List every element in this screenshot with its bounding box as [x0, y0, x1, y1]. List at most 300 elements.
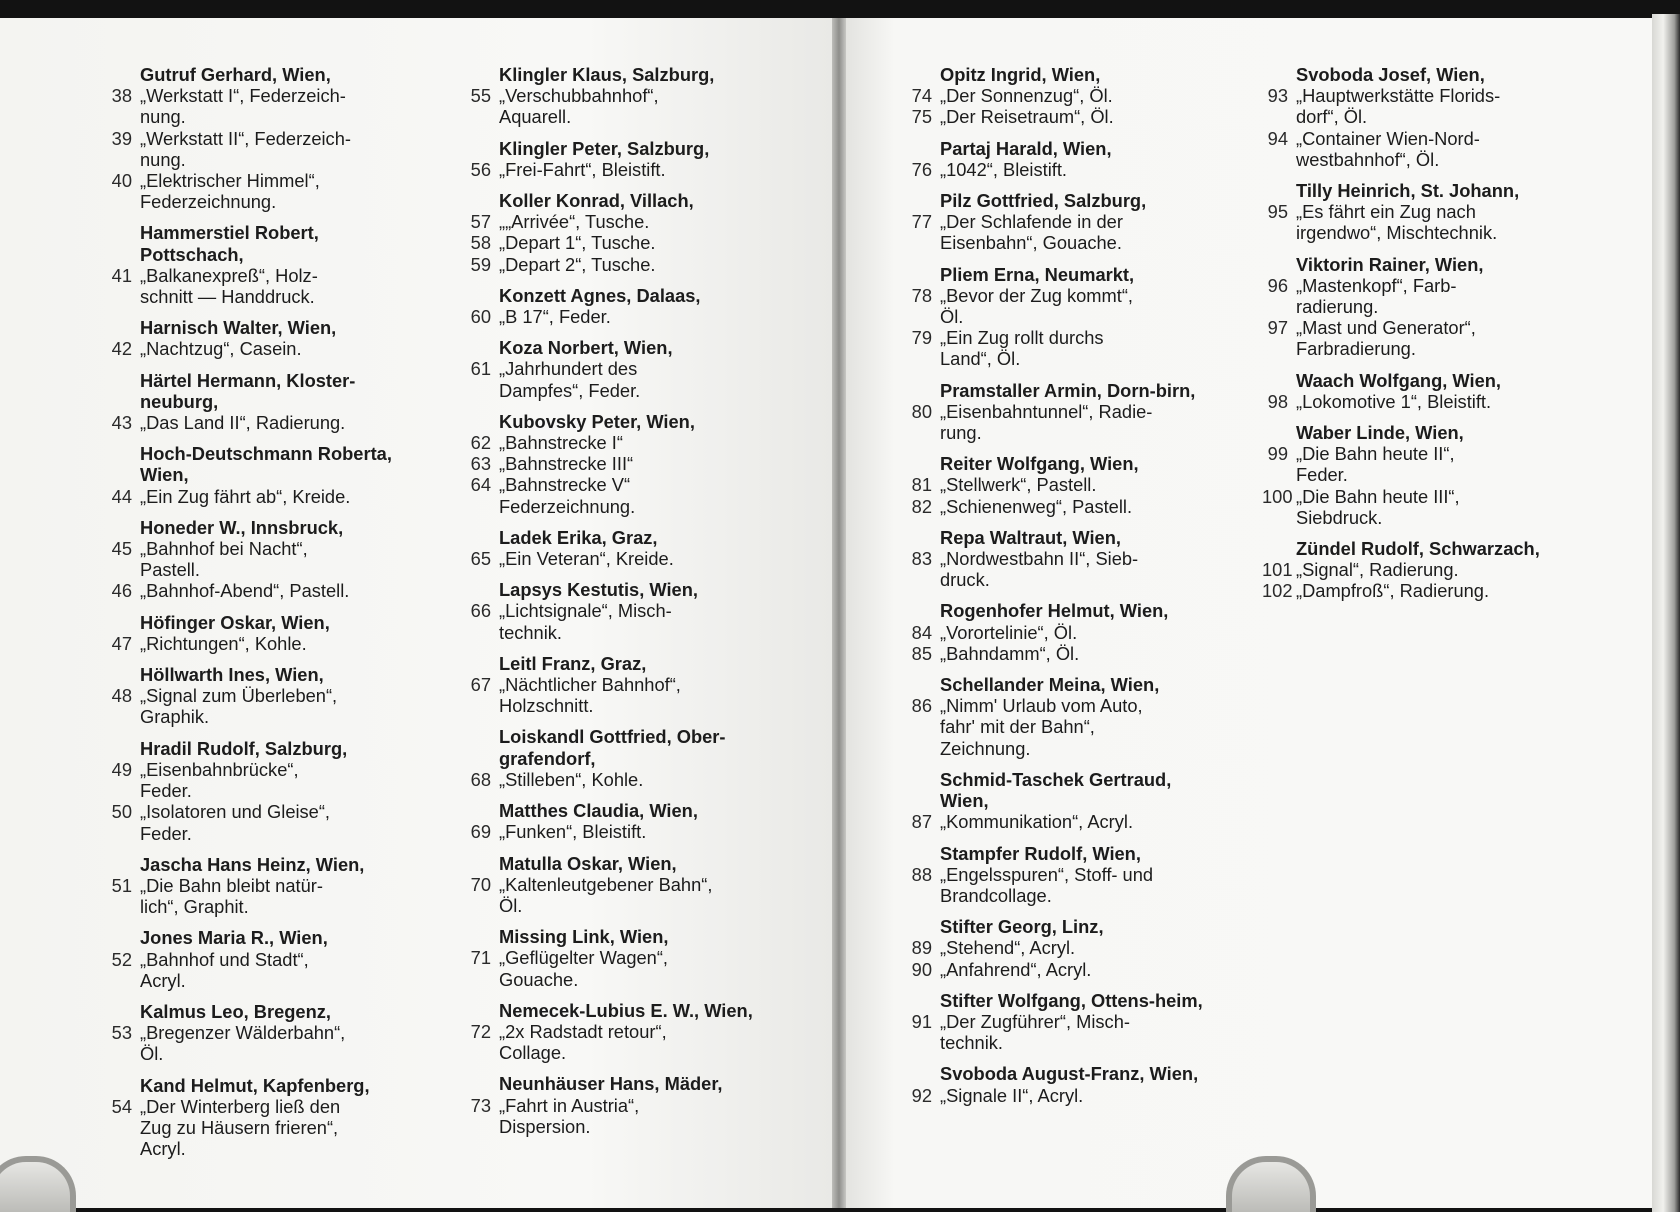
- artist-entry: [906, 190, 1216, 254]
- artwork-line: „Container Wien-Nord-: [1296, 127, 1480, 149]
- catalog-number: 57: [470, 211, 491, 233]
- artwork-line: „Der Zugführer“, Misch-: [940, 1010, 1130, 1032]
- artwork-item: [1262, 486, 1562, 528]
- artist-name: Matthes Claudia, Wien,: [499, 800, 698, 822]
- artwork-title: [940, 1011, 1216, 1053]
- artist-entry: [465, 1073, 765, 1137]
- artist-entry: [106, 517, 406, 602]
- artwork-item: [906, 548, 1216, 590]
- artwork-item: [465, 159, 765, 180]
- artwork-item: [906, 285, 1216, 327]
- artwork-item: [106, 949, 406, 991]
- artwork-line: technik.: [499, 621, 563, 643]
- artwork-line: „Hauptwerkstätte Florids-: [1296, 85, 1501, 107]
- catalog-number: 53: [111, 1022, 132, 1044]
- catalog-number: 91: [911, 1010, 932, 1032]
- artwork-title: [499, 600, 765, 642]
- artwork-item: [465, 600, 765, 642]
- artwork-line: Graphik.: [140, 706, 210, 728]
- artwork-line: „Werkstatt I“, Federzeich-: [140, 85, 346, 107]
- artist-entry: [465, 190, 765, 275]
- artwork-title: [1296, 317, 1562, 359]
- artwork-item: [906, 85, 1216, 106]
- artwork-title: [499, 947, 765, 989]
- catalog-number: 95: [1267, 201, 1288, 223]
- artwork-line: nung.: [140, 148, 186, 170]
- artwork-line: „Signal zum Überleben“,: [140, 685, 338, 707]
- artist-name: Härtel Hermann, Kloster-neuburg,: [140, 369, 356, 412]
- artwork-title: [1296, 580, 1562, 601]
- artist-entry: [465, 411, 765, 517]
- artwork-title: [499, 306, 765, 327]
- artwork-item: [1262, 317, 1562, 359]
- artist-entry: [906, 527, 1216, 591]
- artwork-item: [106, 170, 406, 212]
- artwork-item: [106, 875, 406, 917]
- artwork-line: Feder.: [1296, 464, 1348, 486]
- artist-name: Hammerstiel Robert, Pottschach,: [140, 222, 319, 265]
- artist-name: Reiter Wolfgang, Wien,: [940, 453, 1139, 475]
- artist-entry: [1262, 538, 1562, 602]
- artist-name: Waach Wolfgang, Wien,: [1296, 369, 1501, 391]
- artwork-line: „Fahrt in Austria“,: [499, 1094, 640, 1116]
- artist-entry: [906, 674, 1216, 759]
- artist-name: Neunhäuser Hans, Mäder,: [499, 1073, 723, 1095]
- artwork-title: [940, 1085, 1216, 1106]
- catalog-number: 52: [111, 948, 132, 970]
- artwork-title: [499, 453, 765, 474]
- artwork-title: [140, 1096, 406, 1160]
- artwork-title: [140, 801, 406, 843]
- catalog-number: 98: [1267, 390, 1288, 412]
- catalog-number: 50: [111, 801, 132, 823]
- catalog-number: 70: [470, 873, 491, 895]
- artwork-title: [940, 695, 1216, 759]
- artist-name: Gutruf Gerhard, Wien,: [140, 64, 331, 85]
- artwork-line: „Lichtsignale“, Misch-: [499, 600, 672, 622]
- artwork-title: [499, 159, 765, 180]
- artwork-line: „Kaltenleutgebener Bahn“,: [499, 873, 713, 895]
- artwork-line: „Nordwestbahn II“, Sieb-: [940, 548, 1139, 570]
- artist-entry: [465, 800, 765, 842]
- artwork-line: „Anfahrend“, Acryl.: [940, 958, 1092, 980]
- artwork-item: [465, 548, 765, 569]
- artwork-line: „Ein Zug rollt durchs: [940, 327, 1104, 349]
- artist-entry: [106, 443, 406, 507]
- artwork-line: „Bevor der Zug kommt“,: [940, 284, 1134, 306]
- artwork-title: [140, 170, 406, 212]
- artwork-line: „B 17“, Feder.: [499, 306, 611, 328]
- artwork-item: [906, 496, 1216, 517]
- artwork-line: „Mast und Generator“,: [1296, 317, 1476, 339]
- catalog-number: 44: [111, 485, 132, 507]
- artist-entry: [106, 1001, 406, 1065]
- artist-name: Stifter Wolfgang, Ottens-heim,: [940, 989, 1203, 1011]
- catalog-number: 45: [111, 538, 132, 560]
- artwork-item: [106, 338, 406, 359]
- artist-name: Höllwarth Ines, Wien,: [140, 664, 324, 686]
- artist-entry: [1262, 180, 1562, 244]
- artwork-line: radierung.: [1296, 296, 1379, 318]
- artist-entry: [906, 990, 1216, 1054]
- artwork-item: [1262, 443, 1562, 485]
- artwork-item: [465, 211, 765, 232]
- catalog-column-4: [1262, 64, 1562, 612]
- artist-name: Leitl Franz, Graz,: [499, 652, 647, 674]
- artist-name: Partaj Harald, Wien,: [940, 137, 1112, 159]
- catalog-number: 71: [470, 947, 491, 969]
- artist-entry: [906, 453, 1216, 517]
- artwork-title: [140, 338, 406, 359]
- artwork-title: [499, 474, 765, 516]
- artist-entry: [906, 380, 1216, 444]
- artwork-line: Land“, Öl.: [940, 348, 1021, 370]
- artist-entry: [1262, 422, 1562, 528]
- artwork-line: „Der Reisetraum“, Öl.: [940, 106, 1114, 128]
- artwork-title: [1296, 559, 1562, 580]
- artwork-line: „Stilleben“, Kohle.: [499, 768, 644, 790]
- artist-name: Zündel Rudolf, Schwarzach,: [1296, 538, 1540, 560]
- artwork-line: irgendwo“, Mischtechnik.: [1296, 222, 1498, 244]
- artwork-item: [906, 695, 1216, 759]
- artist-name: Missing Link, Wien,: [499, 926, 669, 948]
- artwork-title: [499, 1021, 765, 1063]
- artist-entry: [1262, 254, 1562, 360]
- artwork-line: „Der Winterberg ließ den: [140, 1095, 341, 1117]
- artist-name: Tilly Heinrich, St. Johann,: [1296, 180, 1520, 202]
- artwork-title: [940, 622, 1216, 643]
- catalog-number: 63: [470, 453, 491, 475]
- artwork-line: „1042“, Bleistift.: [940, 158, 1068, 180]
- artwork-title: [140, 1022, 406, 1064]
- artist-entry: [106, 927, 406, 991]
- catalog-number: 65: [470, 548, 491, 570]
- artwork-line: druck.: [940, 569, 990, 591]
- artwork-item: [106, 265, 406, 307]
- artwork-line: Farbradierung.: [1296, 338, 1416, 360]
- artist-name: Ladek Erika, Graz,: [499, 526, 658, 548]
- catalog-number: 97: [1267, 317, 1288, 339]
- artist-name: Pramstaller Armin, Dorn-birn,: [940, 379, 1196, 401]
- artwork-title: [499, 769, 765, 790]
- artwork-line: „Eisenbahntunnel“, Radie-: [940, 400, 1153, 422]
- artwork-title: [140, 85, 406, 127]
- artist-name: Viktorin Rainer, Wien,: [1296, 253, 1484, 275]
- catalog-number: 84: [911, 621, 932, 643]
- artist-entry: [465, 1000, 765, 1064]
- artist-name: Repa Waltraut, Wien,: [940, 526, 1121, 548]
- artwork-title: [499, 254, 765, 275]
- artist-name: Konzett Agnes, Dalaas,: [499, 284, 701, 306]
- artwork-title: [140, 486, 406, 507]
- artwork-item: [1262, 559, 1562, 580]
- catalog-number: 93: [1267, 85, 1288, 107]
- artwork-title: [140, 759, 406, 801]
- artwork-title: [940, 106, 1216, 127]
- catalog-number: 81: [911, 474, 932, 496]
- artwork-item: [465, 232, 765, 253]
- artwork-line: Acryl.: [140, 1138, 186, 1160]
- artwork-line: „Nächtlicher Bahnhof“,: [499, 674, 681, 696]
- artwork-title: [940, 211, 1216, 253]
- artwork-line: fahr' mit der Bahn“,: [940, 716, 1095, 738]
- artwork-line: „Depart 1“, Tusche.: [499, 232, 656, 254]
- artist-name: Schellander Meina, Wien,: [940, 674, 1160, 696]
- catalog-number: 92: [911, 1084, 932, 1106]
- artwork-item: [465, 453, 765, 474]
- artist-name: Harnisch Walter, Wien,: [140, 317, 337, 339]
- artwork-title: [940, 327, 1216, 369]
- artist-name: Stampfer Rudolf, Wien,: [940, 842, 1141, 864]
- artist-entry: [106, 738, 406, 844]
- artwork-line: „Jahrhundert des: [499, 358, 638, 380]
- artist-entry: [106, 222, 406, 307]
- artwork-item: [906, 106, 1216, 127]
- artwork-line: „Isolatoren und Gleise“,: [140, 801, 331, 823]
- catalog-number: 72: [470, 1020, 491, 1042]
- artwork-title: [1296, 391, 1562, 412]
- catalog-number: 41: [111, 264, 132, 286]
- artwork-title: [140, 538, 406, 580]
- artwork-item: [1262, 391, 1562, 412]
- catalog-number: 77: [911, 211, 932, 233]
- artist-name: Jascha Hans Heinz, Wien,: [140, 853, 365, 875]
- artwork-item: [465, 769, 765, 790]
- artwork-item: [106, 1022, 406, 1064]
- catalog-number: 56: [470, 158, 491, 180]
- catalog-number: 78: [911, 284, 932, 306]
- artwork-item: [1262, 128, 1562, 170]
- artwork-line: „Verschubbahnhof“,: [499, 85, 659, 107]
- artwork-title: [499, 211, 765, 232]
- catalog-number: 87: [911, 811, 932, 833]
- artwork-line: „Bahnhof bei Nacht“,: [140, 538, 308, 560]
- artwork-line: schnitt — Handdruck.: [140, 286, 315, 308]
- artwork-item: [106, 801, 406, 843]
- artwork-line: Zeichnung.: [940, 737, 1031, 759]
- artwork-title: [940, 159, 1216, 180]
- artist-name: Koller Konrad, Villach,: [499, 190, 694, 212]
- catalog-number: 40: [111, 170, 132, 192]
- artwork-title: [940, 474, 1216, 495]
- catalog-number: 58: [470, 232, 491, 254]
- catalog-column-2: [465, 64, 765, 1147]
- artist-name: Kand Helmut, Kapfenberg,: [140, 1074, 370, 1096]
- catalog-number: 67: [470, 674, 491, 696]
- catalog-number: 74: [911, 85, 932, 107]
- artwork-item: [1262, 580, 1562, 601]
- catalog-number: 43: [111, 412, 132, 434]
- catalog-number: 76: [911, 158, 932, 180]
- artwork-line: „Mastenkopf“, Farb-: [1296, 274, 1457, 296]
- catalog-number: 88: [911, 863, 932, 885]
- catalog-number: 48: [111, 685, 132, 707]
- artwork-title: [1296, 486, 1562, 528]
- catalog-number: 99: [1267, 443, 1288, 465]
- artwork-line: „Bahndamm“, Öl.: [940, 642, 1080, 664]
- artist-entry: [1262, 370, 1562, 412]
- catalog-number: 68: [470, 768, 491, 790]
- artwork-title: [1296, 275, 1562, 317]
- artwork-line: Holzschnitt.: [499, 695, 594, 717]
- artist-name: Kalmus Leo, Bregenz,: [140, 1000, 331, 1022]
- catalog-number: 46: [111, 580, 132, 602]
- artwork-line: Federzeichnung.: [499, 495, 636, 517]
- artwork-title: [499, 674, 765, 716]
- artist-entry: [106, 612, 406, 654]
- catalog-number: 59: [470, 253, 491, 275]
- catalog-number: 83: [911, 548, 932, 570]
- catalog-number: 60: [470, 306, 491, 328]
- artwork-line: Feder.: [140, 822, 192, 844]
- artwork-item: [465, 85, 765, 127]
- artist-entry: [906, 843, 1216, 907]
- artwork-title: [140, 685, 406, 727]
- catalog-number: 39: [111, 127, 132, 149]
- artist-name: Koza Norbert, Wien,: [499, 337, 673, 359]
- artwork-line: „Ein Zug fährt ab“, Kreide.: [140, 485, 351, 507]
- artwork-item: [906, 643, 1216, 664]
- artwork-title: [499, 548, 765, 569]
- artwork-title: [940, 937, 1216, 958]
- artwork-line: „Funken“, Bleistift.: [499, 821, 647, 843]
- artwork-item: [106, 633, 406, 654]
- artist-entry: [106, 1075, 406, 1160]
- artwork-item: [906, 1011, 1216, 1053]
- artwork-line: „Dampfroß“, Radierung.: [1296, 580, 1490, 602]
- artwork-line: „Der Schlafende in der: [940, 211, 1123, 233]
- artwork-item: [465, 474, 765, 516]
- artwork-title: [940, 85, 1216, 106]
- artwork-line: „Bahnstrecke I“: [499, 432, 623, 454]
- artwork-item: [906, 401, 1216, 443]
- artwork-line: Federzeichnung.: [140, 191, 277, 213]
- artwork-line: Brandcollage.: [940, 884, 1052, 906]
- artwork-line: „Signal“, Radierung.: [1296, 559, 1459, 581]
- catalog-number: 54: [111, 1095, 132, 1117]
- artwork-line: „Engelsspuren“, Stoff- und: [940, 863, 1154, 885]
- artwork-item: [906, 959, 1216, 980]
- catalog-number: 47: [111, 632, 132, 654]
- artwork-title: [140, 412, 406, 433]
- artist-name: Rogenhofer Helmut, Wien,: [940, 600, 1169, 622]
- artist-name: Schmid-Taschek Gertraud, Wien,: [940, 768, 1172, 812]
- artist-name: Honeder W., Innsbruck,: [140, 516, 344, 538]
- catalog-number: 82: [911, 495, 932, 517]
- artwork-line: Dampfes“, Feder.: [499, 379, 641, 401]
- artwork-line: Eisenbahn“, Gouache.: [940, 232, 1122, 254]
- artwork-line: „Stehend“, Acryl.: [940, 937, 1076, 959]
- artwork-item: [906, 811, 1216, 832]
- artist-name: Waber Linde, Wien,: [1296, 422, 1464, 444]
- artist-entry: [465, 527, 765, 569]
- artist-entry: [906, 1063, 1216, 1105]
- catalog-number: 80: [911, 400, 932, 422]
- artist-entry: [906, 138, 1216, 180]
- artist-entry: [906, 600, 1216, 664]
- artwork-item: [465, 358, 765, 400]
- artwork-item: [106, 128, 406, 170]
- artwork-line: „Richtungen“, Kohle.: [140, 632, 307, 654]
- artwork-line: westbahnhof“, Öl.: [1296, 148, 1440, 170]
- artwork-item: [906, 211, 1216, 253]
- catalog-number: 96: [1267, 274, 1288, 296]
- artwork-item: [106, 85, 406, 127]
- artist-entry: [906, 264, 1216, 370]
- artwork-line: technik.: [940, 1032, 1004, 1054]
- artwork-item: [906, 864, 1216, 906]
- artwork-item: [106, 759, 406, 801]
- artwork-line: Siebdruck.: [1296, 506, 1383, 528]
- artwork-title: [499, 358, 765, 400]
- artwork-line: Aquarell.: [499, 106, 572, 128]
- catalog-column-1: [106, 64, 406, 1169]
- artwork-line: Öl.: [140, 1043, 164, 1065]
- artist-name: Opitz Ingrid, Wien,: [940, 64, 1101, 85]
- artwork-line: „Vorortelinie“, Öl.: [940, 621, 1078, 643]
- artwork-line: „Bahnhof-Abend“, Pastell.: [140, 580, 350, 602]
- artwork-line: Gouache.: [499, 968, 579, 990]
- catalog-number: 79: [911, 327, 932, 349]
- artwork-line: rung.: [940, 422, 982, 444]
- artist-entry: [465, 138, 765, 180]
- artwork-item: [1262, 85, 1562, 127]
- artwork-line: „Nachtzug“, Casein.: [140, 338, 302, 360]
- artist-name: Nemecek-Lubius E. W., Wien,: [499, 999, 753, 1021]
- artist-name: Pliem Erna, Neumarkt,: [940, 263, 1135, 285]
- artist-entry: [106, 854, 406, 918]
- artwork-item: [906, 622, 1216, 643]
- artwork-line: „Balkanexpreß“, Holz-: [140, 264, 318, 286]
- artwork-title: [499, 432, 765, 453]
- artist-entry: [465, 653, 765, 717]
- artwork-line: Öl.: [940, 306, 964, 328]
- artwork-line: Pastell.: [140, 559, 200, 581]
- artwork-line: „Signale II“, Acryl.: [940, 1084, 1084, 1106]
- artist-entry: [1262, 64, 1562, 170]
- artwork-title: [499, 232, 765, 253]
- catalog-number: 90: [911, 958, 932, 980]
- catalog-number: 64: [470, 474, 491, 496]
- artwork-item: [465, 254, 765, 275]
- artist-name: Svoboda August-Franz, Wien,: [940, 1063, 1199, 1085]
- artwork-line: Zug zu Häusern frieren“,: [140, 1116, 339, 1138]
- artwork-title: [1296, 85, 1562, 127]
- catalog-number: 86: [911, 695, 932, 717]
- artist-name: Hradil Rudolf, Salzburg,: [140, 737, 348, 759]
- artwork-item: [906, 327, 1216, 369]
- artwork-title: [499, 85, 765, 127]
- catalog-number: 49: [111, 758, 132, 780]
- artwork-line: „2x Radstadt retour“,: [499, 1020, 667, 1042]
- artist-entry: [906, 64, 1216, 128]
- artwork-line: „Das Land II“, Radierung.: [140, 412, 346, 434]
- artist-name: Loiskandl Gottfried, Ober-grafendorf,: [499, 726, 726, 769]
- artwork-title: [140, 633, 406, 654]
- artist-entry: [106, 664, 406, 728]
- artwork-title: [140, 949, 406, 991]
- artwork-line: Öl.: [499, 894, 523, 916]
- catalog-number: 102: [1262, 580, 1293, 602]
- artwork-item: [465, 674, 765, 716]
- catalog-number: 69: [470, 821, 491, 843]
- artwork-line: dorf“, Öl.: [1296, 106, 1368, 128]
- artist-name: Lapsys Kestutis, Wien,: [499, 579, 698, 601]
- artwork-item: [106, 538, 406, 580]
- artwork-line: „Eisenbahnbrücke“,: [140, 758, 299, 780]
- catalog-number: 62: [470, 432, 491, 454]
- artist-entry: [106, 64, 406, 212]
